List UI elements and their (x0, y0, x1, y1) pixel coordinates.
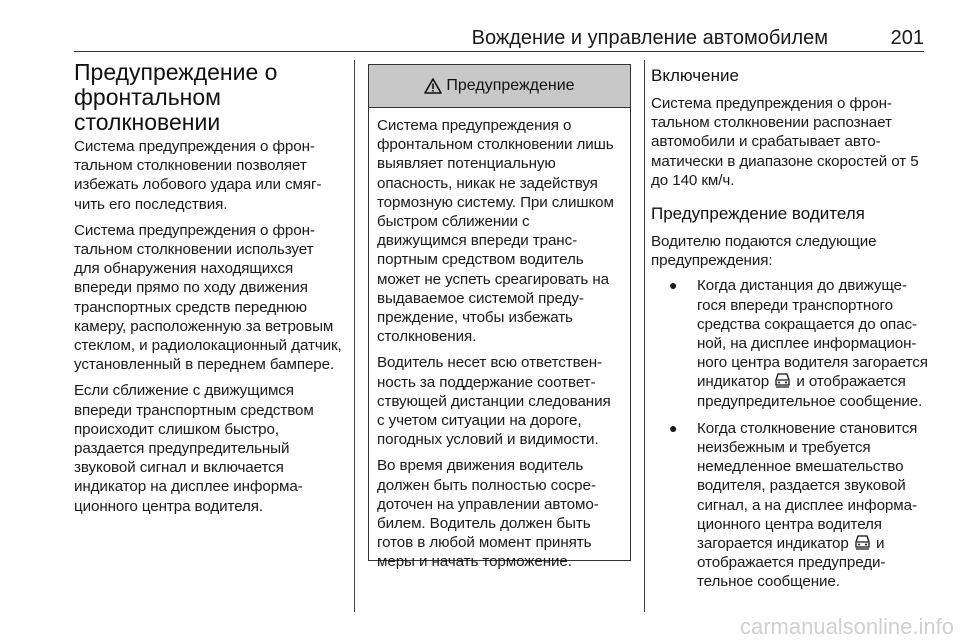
warning-list (651, 276, 929, 591)
list-item: ● Когда дистанция до движущегося впереди транспортного средства сокращается до опасной, на дисплее информационного центра водителя загорается индикатор и отображается предупредительное сообщение. (669, 277, 928, 410)
header-divider (74, 51, 924, 52)
chapter-title: Вождение и управление автомобилем (471, 27, 828, 49)
warning-box (368, 64, 631, 571)
watermark: carmanualsonline.info (739, 614, 954, 639)
bullet-icon: ● (669, 277, 678, 294)
paragraph: Система предупреждения о фронтальном столкновении использует для обнаружения находящихся впереди прямо по ходу движения транспортных средств переднюю камеру, расположенную за ветровым стеклом, и радиолокационный датчик, установленный в переднем бампере. (74, 221, 342, 374)
section-heading-frontal-collision: Предупреждение о фронтальном столкновении (74, 59, 278, 135)
warning-paragraph: Во время движения водитель должен быть полностью сосредоточен на управлении автомобилем. Водитель должен быть готов в любой момент принять меры и начать торможение. (377, 457, 599, 571)
list-item: ● Когда столкновение становится неизбежным и требуется немедленное вмешательство водителя, раздается звуковой сигнал, а на дисплее информационного центра водителя загорается индикатор и отображается предупредительное сообщение. (669, 419, 918, 591)
left-column (74, 60, 342, 523)
section-heading-driver-warning: Предупреждение водителя (651, 204, 865, 224)
paragraph: Система предупреждения о фронтальном столкновении распознает автомобили и срабатывает автоматически в диапазоне скоростей от 5 до 140 км/ч. (651, 95, 919, 189)
right-column (651, 60, 929, 600)
paragraph: Водителю подаются следующие предупреждения: (651, 233, 877, 270)
paragraph: Если сближение с движущимся впереди транспортным средством происходит слишком быстро, раздается предупредительный звуковой сигнал и включается индикатор на дисплее информационного центра водителя. (74, 382, 314, 515)
column-divider-left (354, 60, 355, 612)
warning-header (369, 65, 630, 108)
warning-paragraph: Система предупреждения о фронтальном столкновении лишь выявляет потенциальную опасность, никак не задействуя тормозную систему. При слишком быстром сближении с движущимся впереди транспортным средством водитель может не успеть среагировать на выдаваемое системой предупреждение, чтобы избежать столкновения. (377, 117, 614, 346)
warning-body (369, 108, 630, 572)
page-header (74, 26, 924, 50)
warning-paragraph: Водитель несет всю ответственность за поддержание соответствующей дистанции следования с учетом ситуации на дороге, погодных условий и видимости. (377, 354, 611, 449)
vehicle-ahead-indicator-icon (774, 372, 791, 388)
column-divider-right (644, 60, 645, 612)
paragraph: Система предупреждения о фронтальном столкновении позволяет избежать лобового удара или смягчить его последствия. (74, 138, 322, 213)
bullet-icon: ● (669, 419, 678, 436)
section-heading-activation: Включение (651, 66, 739, 85)
vehicle-ahead-indicator-icon (854, 534, 871, 550)
page-number: 201 (890, 27, 924, 49)
warning-triangle-icon (424, 78, 442, 94)
warning-title: Предупреждение (446, 77, 575, 94)
